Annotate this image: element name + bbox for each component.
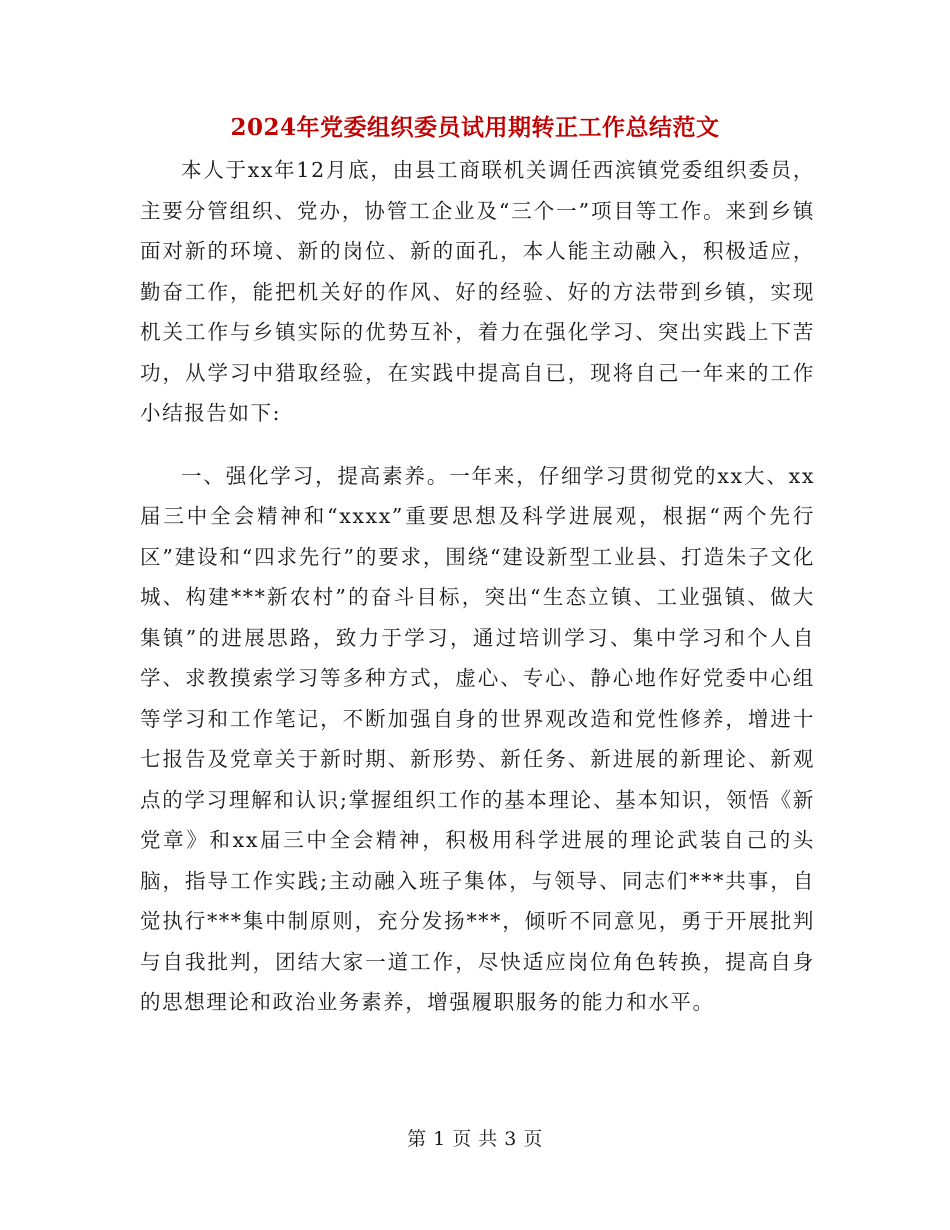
page-number-footer: 第 1 页 共 3 页 [407, 1128, 543, 1150]
document-body [140, 150, 815, 1023]
paragraph-intro: 本人于xx年12月底，由县工商联机关调任西滨镇党委组织委员，主要分管组织、党办，协管工企业及“三个一”项目等工作。来到乡镇面对新的环境、新的岗位、新的面孔，本人能主动融入，积极适应，勤奋工作，能把机关好的作风、好的经验、好的方法带到乡镇，实现机关工作与乡镇实际的优势互补，着力在强化学习、突出实践上下苦功，从学习中猎取经验，在实践中提高自已，现将自己一年来的工作小结报告如下: [140, 158, 815, 425]
paragraph-section-1: 一、强化学习，提高素养。一年来，仔细学习贯彻党的xx大、xx届三中全会精神和“xxxx”重要思想及科学进展观，根据“两个先行区”建设和“四求先行”的要求，围绕“建设新型工业县、打造朱子文化城、构建***新农村”的奋斗目标，突出“生态立镇、工业强镇、做大集镇”的进展思路，致力于学习，通过培训学习、集中学习和个人自学、求教摸索学习等多种方式，虚心、专心、静心地作好党委中心组等学习和工作笔记，不断加强自身的世界观改造和党性修养，增进十七报告及党章关于新时期、新形势、新任务、新进展的新理论、新观点的学习理解和认识;掌握组织工作的基本理论、基本知识，领悟《新党章》和xx届三中全会精神，积极用科学进展的理论武装自己的头脑，指导工作实践;主动融入班子集体，与领导、同志们***共事，自觉执行***集中制原则，充分发扬***，倾听不同意见，勇于开展批判与自我批判，团结大家一道工作，尽快适应岗位角色转换，提高自身的思想理论和政治业务素养，增强履职服务的能力和水平。 [140, 463, 815, 1014]
document-title: 2024年党委组织委员试用期转正工作总结范文 [230, 114, 720, 141]
